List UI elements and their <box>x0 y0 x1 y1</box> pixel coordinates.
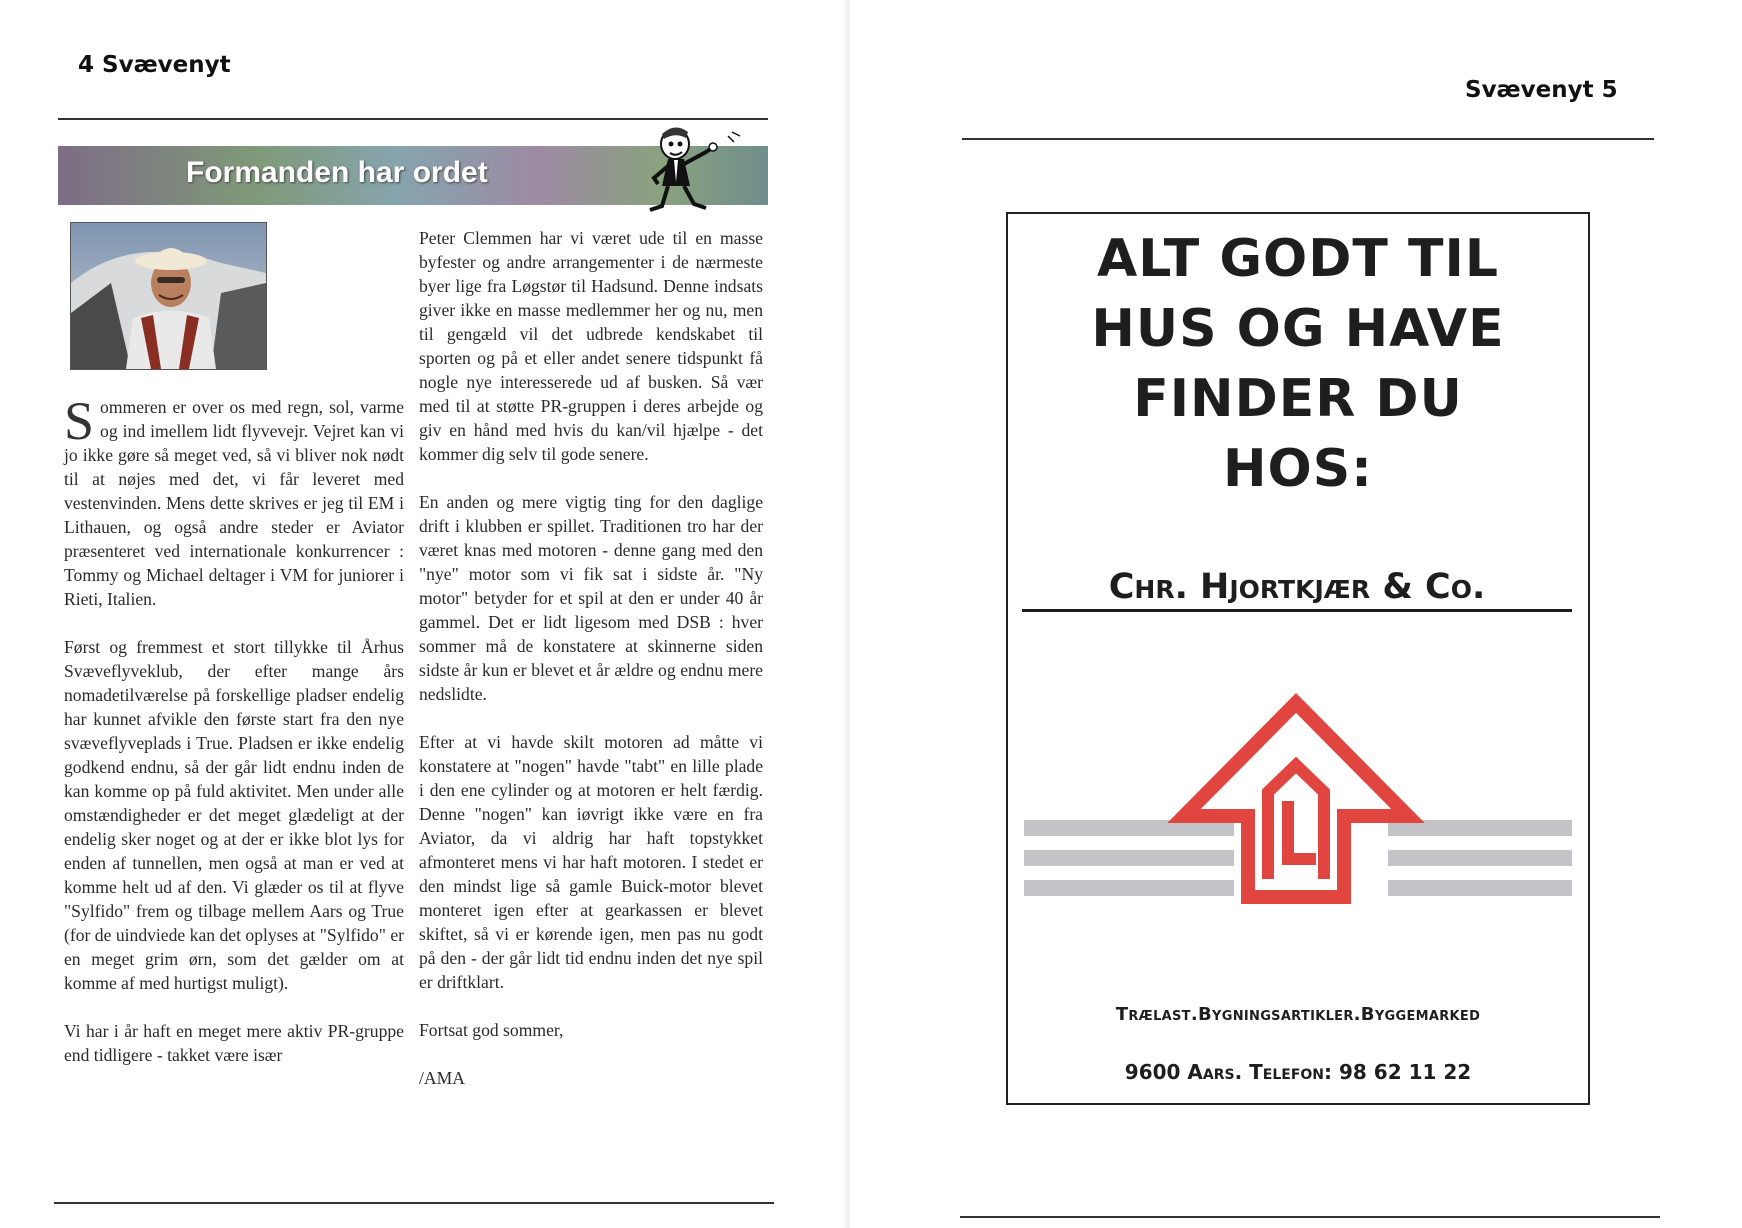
article-paragraph: Først og fremmest et stort tillykke til Århus Svæveflyveklub, der efter mange års nomadetilværelse på forskellige pladser endelig har kunnet afvikle den første start fra den nye svæveflyveplads i True. Pladsen er ikke endelig godkend endnu, så der går lidt endnu inden de kan komme op på fuld aktivitet. Men under alle omstændigheder er det meget glædeligt at der endelig sker noget og at der er ikke blot lys for enden af tunnellen, men også at man er ved at komme helt ud af den. Vi glæder os til at flyve "Sylfido" frem og tilbage mellem Aars og True (for de uindviede kan det oplyses at "Sylfido" er en meget grim ørn, som det gælder om at komme af med hurtigst muligt). <box>64 637 404 993</box>
ad-company-name: Chr. Hjortkjær & Co. <box>1022 567 1572 612</box>
footer-rule-left <box>54 1202 774 1204</box>
advertisement-box <box>1006 212 1590 1105</box>
article-column-1 <box>64 391 404 1091</box>
article-paragraph: En anden og mere vigtig ting for den daglige drift i klubben er spillet. Traditionen tro har der været knas med motoren - denne gang med den "nye" motor som vi fik sat i sidste år. "Ny motor" betyder for et spil at den er under 40 år gammel. Det er lidt ligesom med DSB : hver sommer må de konstatere at skinnerne siden sidste år kun er blevet et år ældre og endnu mere nedslidte. <box>419 492 763 704</box>
drop-cap: S <box>64 391 95 451</box>
chairman-photo <box>70 222 267 370</box>
cartoon-mascot-icon <box>640 122 750 217</box>
glider-pilot-image <box>71 223 266 369</box>
ad-headline <box>1008 224 1588 504</box>
article-paragraph: Peter Clemmen har vi været ude til en masse byfester og andre arrangementer i de nærmeste byer lige fra Løgstør til Hadsund. Denne indsats giver ikke en masse medlemmer her og nu, men til gengæld vil det udbrede kendskabet til sporten og på et eller andet senere tidspunkt få nogle nye interesserede ud af busken. Så vær med til at støtte PR-gruppen i deres arbejde og giv en hånd med hvis du kan/vil hjælpe - det kommer dig selv til gode senere. <box>419 228 763 464</box>
page-header-right: Svævenyt 5 <box>1465 77 1618 103</box>
article-title: Formanden har ordet <box>186 156 488 189</box>
house-arrow-logo-icon <box>1016 679 1576 939</box>
article-closing: Fortsat god sommer, <box>419 1020 564 1040</box>
paragraph-text: ommeren er over os med regn, sol, varme og ind imellem lidt flyvevejr. Vejret kan vi jo ikke gøre så meget ved, så vi bliver nok nødt til at nøjes med det, vi får leveret med vestenvinden. Mens dette skrives er jeg til EM i Lithauen, og også andre steder er Aviator præsenteret ved internationale konkurrencer : Tommy og Michael deltager i VM for juniorer i Rieti, Italien. <box>64 397 404 609</box>
left-page <box>0 0 860 1228</box>
header-rule-left <box>58 118 768 120</box>
ad-address-phone: 9600 Aars. Telefon: 98 62 11 22 <box>1124 1060 1472 1084</box>
ad-headline-line: HOS: <box>1223 439 1373 499</box>
article-signature: /AMA <box>419 1068 465 1088</box>
header-rule-right <box>962 138 1654 140</box>
article-paragraph <box>64 391 404 611</box>
ad-headline-line: HUS OG HAVE <box>1091 299 1505 359</box>
footer-rule-right <box>960 1216 1660 1218</box>
article-paragraph: Vi har i år haft en meget mere aktiv PR-gruppe end tidligere - takket være især <box>64 1021 404 1065</box>
article-column-2 <box>419 226 763 1114</box>
page-header-left: 4 Svævenyt <box>78 52 231 78</box>
article-paragraph: Efter at vi havde skilt motoren ad måtte vi konstatere at "nogen" havde "tabt" en lille plade i den ene cylinder og at motoren er helt færdig. Denne "nogen" kan iøvrigt ikke være en fra Aviator, da vi aldrig har haft topstykket afmonteret mens vi har haft motoren. I stedet er den mindst lige så gamle Buick-motor blevet monteret igen efter at gearkassen er blevet skiftet, så vi er kørende igen, men pas nu godt på den - der går lidt tid endnu inden det nye spil er driftklart. <box>419 732 763 992</box>
ad-products: Trælast.Bygningsartikler.Byggemarked <box>1115 1004 1481 1025</box>
right-page <box>850 0 1742 1228</box>
ad-headline-line: FINDER DU <box>1133 369 1463 429</box>
ad-headline-line: ALT GODT TIL <box>1097 229 1499 289</box>
